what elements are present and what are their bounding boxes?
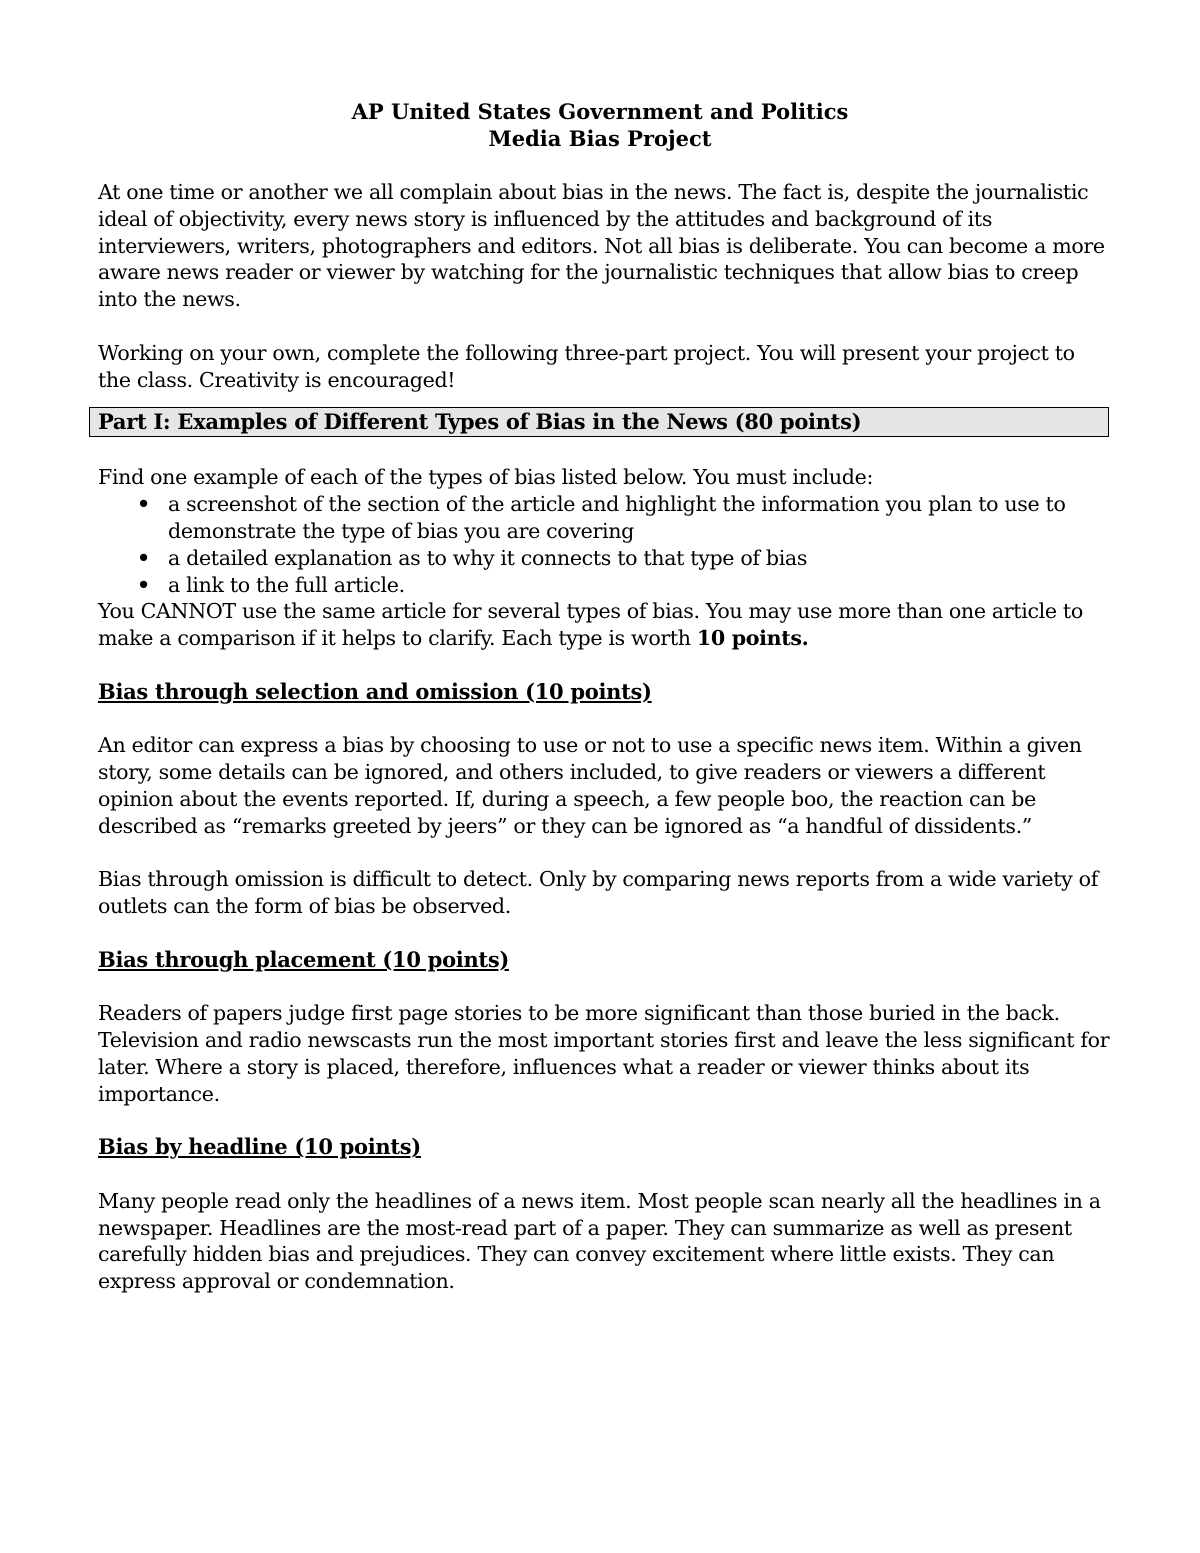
intro-paragraph: Working on your own, complete the following three-part project. You will present your project to the class. Creativity is encouraged! [98, 340, 1075, 392]
part-one-heading: Part I: Examples of Different Types of Bias in the News (80 points) [89, 407, 1109, 437]
list-item: • a screenshot of the section of the article and highlight the information you plan to use to demonstrate the type of bias you are covering [168, 491, 1110, 545]
course-title: AP United States Government and Politics [351, 99, 849, 124]
rules-text: You CANNOT use the same article for several types of bias. You may use more than one article to make a comparison if it helps to clarify. Each type is worth [98, 599, 1083, 651]
requirements-list [98, 491, 1110, 598]
part-one-instructions: Find one example of each of the types of bias listed below. You must include: [98, 465, 874, 490]
document-body [98, 179, 1110, 1322]
section-heading-placement: Bias through placement (10 points) [98, 946, 509, 972]
section-paragraph: Bias through omission is difficult to detect. Only by comparing news reports from a wide variety of outlets can the form of bias be observed. [98, 867, 1098, 919]
document-header [0, 98, 1200, 152]
points-emphasis: 10 points. [696, 626, 809, 651]
section-paragraph: Many people read only the headlines of a news item. Most people scan nearly all the headlines in a newspaper. Headlines are the most-read part of a paper. They can summarize as well as present carefully hidden bias and prejudices. They can convey excitement where little exists. They can express approval or condemnation. [98, 1188, 1101, 1294]
list-item: • a link to the full article. [168, 572, 1110, 599]
part-one-rules [98, 598, 1110, 652]
section-paragraph: An editor can express a bias by choosing to use or not to use a specific news item. Within a given story, some details can be ignored, and others included, to give readers or viewers a different opinion about the events reported. If, during a speech, a few people boo, the reaction can be described as “remarks greeted by jeers” or they can be ignored as “a handful of dissidents.” [98, 733, 1082, 838]
section-heading-headline: Bias by headline (10 points) [98, 1134, 421, 1160]
section-heading-selection-omission: Bias through selection and omission (10 points) [98, 678, 652, 704]
project-title: Media Bias Project [488, 126, 712, 151]
intro-paragraph: At one time or another we all complain about bias in the news. The fact is, despite the journalistic ideal of objectivity, every news story is influenced by the attitudes and background of its interviewers, writers, photographers and editors. Not all bias is deliberate. You can become a more aware news reader or viewer by watching for the journalistic techniques that allow bias to creep into the news. [98, 180, 1105, 312]
list-item: • a detailed explanation as to why it connects to that type of bias [168, 545, 1110, 572]
section-paragraph: Readers of papers judge first page stories to be more significant than those buried in the back. Television and radio newscasts run the most important stories first and leave the less significant for later. Where a story is placed, therefore, influences what a reader or viewer thinks about its importance. [98, 1001, 1110, 1106]
